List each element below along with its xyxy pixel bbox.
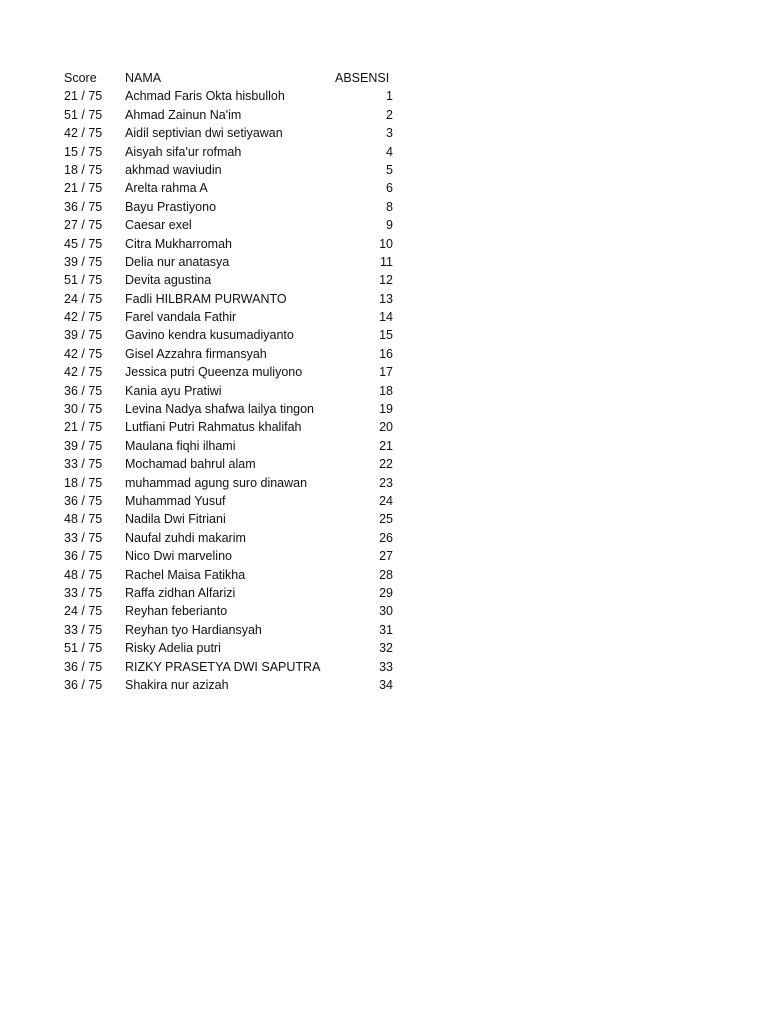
absensi-cell: 10 [379, 236, 393, 251]
score-cell: 36 / 75 [64, 659, 103, 674]
name-cell: Devita agustina [125, 273, 212, 288]
absensi-cell: 8 [386, 199, 393, 214]
score-cell: 42 / 75 [64, 346, 103, 361]
table-row [64, 253, 404, 271]
name-cell: Gavino kendra kusumadiyanto [125, 328, 294, 343]
score-cell: 36 / 75 [64, 199, 103, 214]
table-row [64, 326, 404, 344]
score-cell: 51 / 75 [64, 273, 103, 288]
table-row [64, 492, 404, 510]
table-row [64, 161, 404, 179]
table-row [64, 290, 404, 308]
absensi-cell: 26 [379, 530, 393, 545]
absensi-cell: 9 [386, 218, 393, 233]
absensi-cell: 22 [379, 457, 393, 472]
table-row [64, 474, 404, 492]
name-cell: Maulana fiqhi ilhami [125, 438, 236, 453]
table-row [64, 602, 404, 620]
table-row [64, 382, 404, 400]
score-cell: 51 / 75 [64, 107, 103, 122]
score-cell: 36 / 75 [64, 677, 103, 692]
name-cell: Jessica putri Queenza muliyono [125, 365, 303, 380]
name-cell: muhammad agung suro dinawan [125, 475, 308, 490]
absensi-cell: 18 [379, 383, 393, 398]
table-row [64, 455, 404, 473]
name-cell: Risky Adelia putri [125, 641, 221, 656]
header-absensi: ABSENSI [335, 71, 390, 85]
name-cell: Raffa zidhan Alfarizi [125, 585, 236, 600]
absensi-cell: 15 [379, 328, 393, 343]
table-row [64, 179, 404, 197]
name-cell: Reyhan tyo Hardiansyah [125, 622, 262, 637]
absensi-cell: 19 [379, 402, 393, 417]
name-cell: RIZKY PRASETYA DWI SAPUTRA [125, 659, 321, 674]
name-cell: Reyhan feberianto [125, 604, 228, 619]
score-cell: 33 / 75 [64, 530, 103, 545]
table-row [64, 658, 404, 676]
name-cell: Ahmad Zainun Na'im [125, 107, 242, 122]
name-cell: Nico Dwi marvelino [125, 549, 232, 564]
name-cell: Shakira nur azizah [125, 677, 229, 692]
absensi-cell: 29 [379, 585, 393, 600]
absensi-cell: 2 [386, 107, 393, 122]
absensi-cell: 13 [379, 291, 393, 306]
score-cell: 48 / 75 [64, 567, 103, 582]
score-cell: 33 / 75 [64, 457, 103, 472]
score-cell: 24 / 75 [64, 291, 103, 306]
table-row [64, 400, 404, 418]
name-cell: Nadila Dwi Fitriani [125, 512, 226, 527]
absensi-cell: 16 [379, 346, 393, 361]
table-row [64, 676, 404, 694]
name-cell: Lutfiani Putri Rahmatus khalifah [125, 420, 302, 435]
absensi-cell: 24 [379, 493, 393, 508]
absensi-cell: 30 [379, 604, 393, 619]
score-cell: 21 / 75 [64, 89, 103, 104]
table-row [64, 216, 404, 234]
name-cell: Kania ayu Pratiwi [125, 383, 222, 398]
score-table [64, 69, 404, 694]
table-header-row [64, 69, 404, 87]
table-row [64, 124, 404, 142]
absensi-cell: 4 [386, 144, 393, 159]
score-cell: 21 / 75 [64, 181, 103, 196]
table-row [64, 639, 404, 657]
score-cell: 21 / 75 [64, 420, 103, 435]
absensi-cell: 17 [379, 365, 393, 380]
table-row [64, 143, 404, 161]
score-cell: 36 / 75 [64, 383, 103, 398]
score-cell: 51 / 75 [64, 641, 103, 656]
table-row [64, 235, 404, 253]
name-cell: Aidil septivian dwi setiyawan [125, 126, 283, 141]
table-row [64, 621, 404, 639]
name-cell: Bayu Prastiyono [125, 199, 217, 214]
table-row [64, 529, 404, 547]
name-cell: Levina Nadya shafwa lailya tingon [125, 402, 315, 417]
table-row [64, 198, 404, 216]
score-cell: 39 / 75 [64, 328, 103, 343]
absensi-cell: 27 [379, 549, 393, 564]
table-row [64, 437, 404, 455]
absensi-cell: 23 [379, 475, 393, 490]
absensi-cell: 12 [379, 273, 393, 288]
score-cell: 42 / 75 [64, 310, 103, 325]
name-cell: Aisyah sifa'ur rofmah [125, 144, 242, 159]
table-row [64, 510, 404, 528]
table-row [64, 345, 404, 363]
absensi-cell: 25 [379, 512, 393, 527]
score-cell: 33 / 75 [64, 622, 103, 637]
table-row [64, 566, 404, 584]
score-cell: 33 / 75 [64, 585, 103, 600]
table-row [64, 308, 404, 326]
score-cell: 36 / 75 [64, 549, 103, 564]
absensi-cell: 20 [379, 420, 393, 435]
table-row [64, 271, 404, 289]
score-cell: 48 / 75 [64, 512, 103, 527]
score-cell: 18 / 75 [64, 162, 103, 177]
name-cell: akhmad waviudin [125, 162, 222, 177]
name-cell: Gisel Azzahra firmansyah [125, 346, 267, 361]
absensi-cell: 34 [379, 677, 393, 692]
name-cell: Farel vandala Fathir [125, 310, 237, 325]
name-cell: Caesar exel [125, 218, 192, 233]
absensi-cell: 14 [379, 310, 393, 325]
score-cell: 39 / 75 [64, 254, 103, 269]
name-cell: Naufal zuhdi makarim [125, 530, 246, 545]
score-cell: 27 / 75 [64, 218, 103, 233]
header-name: NAMA [125, 71, 162, 85]
score-cell: 42 / 75 [64, 126, 103, 141]
table-row [64, 547, 404, 565]
absensi-cell: 28 [379, 567, 393, 582]
table-row [64, 106, 404, 124]
name-cell: Mochamad bahrul alam [125, 457, 256, 472]
name-cell: Delia nur anatasya [125, 254, 230, 269]
absensi-cell: 31 [379, 622, 393, 637]
absensi-cell: 1 [386, 89, 393, 104]
name-cell: Rachel Maisa Fatikha [125, 567, 246, 582]
absensi-cell: 3 [386, 126, 393, 141]
header-score: Score [64, 71, 97, 85]
score-cell: 30 / 75 [64, 402, 103, 417]
score-cell: 45 / 75 [64, 236, 103, 251]
table-row [64, 418, 404, 436]
absensi-cell: 5 [386, 162, 393, 177]
name-cell: Citra Mukharromah [125, 236, 232, 251]
name-cell: Arelta rahma A [125, 181, 208, 196]
score-cell: 15 / 75 [64, 144, 103, 159]
name-cell: Achmad Faris Okta hisbulloh [125, 89, 285, 104]
table-row [64, 363, 404, 381]
absensi-cell: 11 [380, 254, 393, 269]
table-row [64, 87, 404, 105]
table-body [64, 87, 404, 694]
score-cell: 18 / 75 [64, 475, 103, 490]
score-cell: 39 / 75 [64, 438, 103, 453]
table-row [64, 584, 404, 602]
name-cell: Fadli HILBRAM PURWANTO [125, 291, 287, 306]
score-cell: 36 / 75 [64, 493, 103, 508]
absensi-cell: 6 [386, 181, 393, 196]
absensi-cell: 33 [379, 659, 393, 674]
absensi-cell: 32 [379, 641, 393, 656]
score-cell: 24 / 75 [64, 604, 103, 619]
name-cell: Muhammad Yusuf [125, 493, 226, 508]
score-cell: 42 / 75 [64, 365, 103, 380]
absensi-cell: 21 [379, 438, 393, 453]
